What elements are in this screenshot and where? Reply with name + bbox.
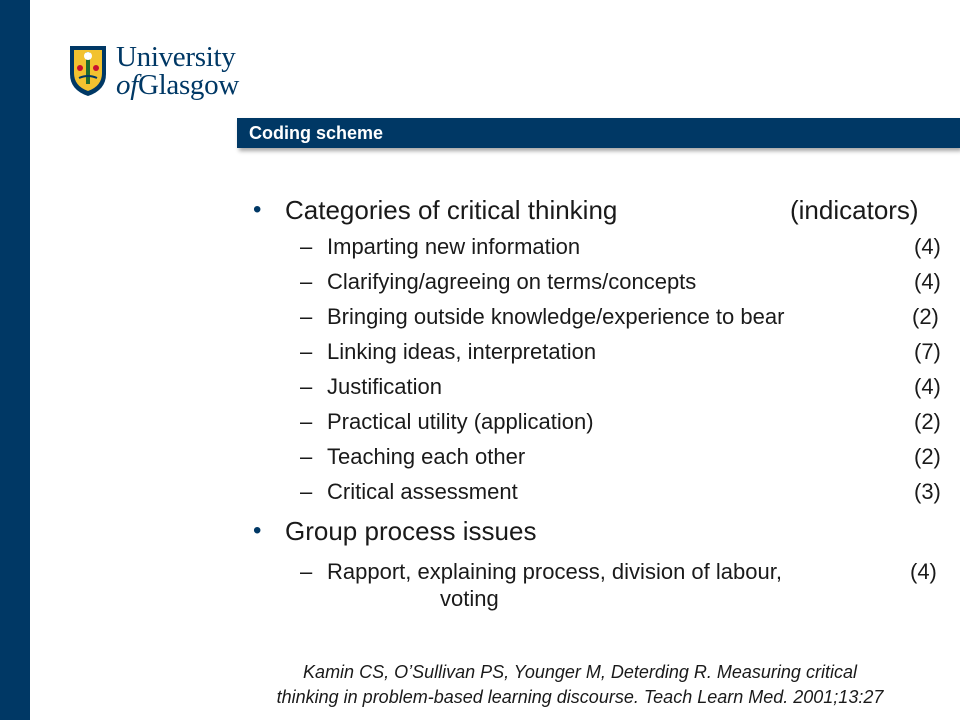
- dash-icon: –: [300, 269, 313, 294]
- list-item-count: (4): [914, 374, 941, 399]
- logo-wordmark-of: of: [116, 69, 138, 101]
- list-item-label: Imparting new information: [327, 234, 581, 259]
- bullet-dot-icon: •: [253, 517, 262, 544]
- list-item-label: Practical utility (application): [327, 409, 594, 434]
- list-item-label: Justification: [327, 374, 442, 399]
- dash-icon: –: [300, 444, 313, 469]
- bullet-dot-icon: •: [253, 196, 262, 223]
- dash-icon: –: [300, 409, 313, 434]
- list-item-count: (2): [914, 444, 941, 469]
- list-item-count: (3): [914, 479, 941, 504]
- citation-line1: Kamin CS, O’Sullivan PS, Younger M, Deterding R. Measuring critical: [303, 662, 857, 682]
- list-item-label: Clarifying/agreeing on terms/concepts: [327, 269, 697, 294]
- dash-icon: –: [300, 339, 313, 364]
- list-item-count: (4): [914, 234, 941, 259]
- bullet-heading-count: (indicators): [790, 195, 919, 225]
- dash-icon: –: [300, 374, 313, 399]
- dash-icon: –: [300, 479, 313, 504]
- logo-wordmark-line1: University: [116, 41, 236, 73]
- list-item-count: (7): [914, 339, 941, 364]
- citation: [200, 660, 960, 710]
- list-item-count: (4): [914, 269, 941, 294]
- dash-icon: –: [300, 234, 313, 259]
- list-item-label: Linking ideas, interpretation: [327, 339, 597, 364]
- logo-wordmark-glasgow: Glasgow: [137, 69, 239, 101]
- list-item-count: (4): [910, 559, 937, 584]
- list-item-label: Critical assessment: [327, 479, 518, 504]
- dash-icon: –: [300, 559, 313, 584]
- list-item-label-continuation: voting: [440, 586, 499, 611]
- dash-icon: –: [300, 304, 313, 329]
- list-item-label: Bringing outside knowledge/experience to bear: [327, 304, 785, 329]
- bullet-heading: Group process issues: [285, 516, 537, 546]
- bullet-heading: Categories of critical thinking: [285, 195, 618, 225]
- list-item-count: (2): [914, 409, 941, 434]
- slide-title: Coding scheme: [249, 123, 384, 143]
- list-item-label: Rapport, explaining process, division of labour,: [327, 559, 782, 584]
- list-item-count: (2): [912, 304, 939, 329]
- citation-line2: thinking in problem-based learning discourse. Teach Learn Med. 2001;13:27: [276, 687, 884, 707]
- list-item-label: Teaching each other: [327, 444, 526, 469]
